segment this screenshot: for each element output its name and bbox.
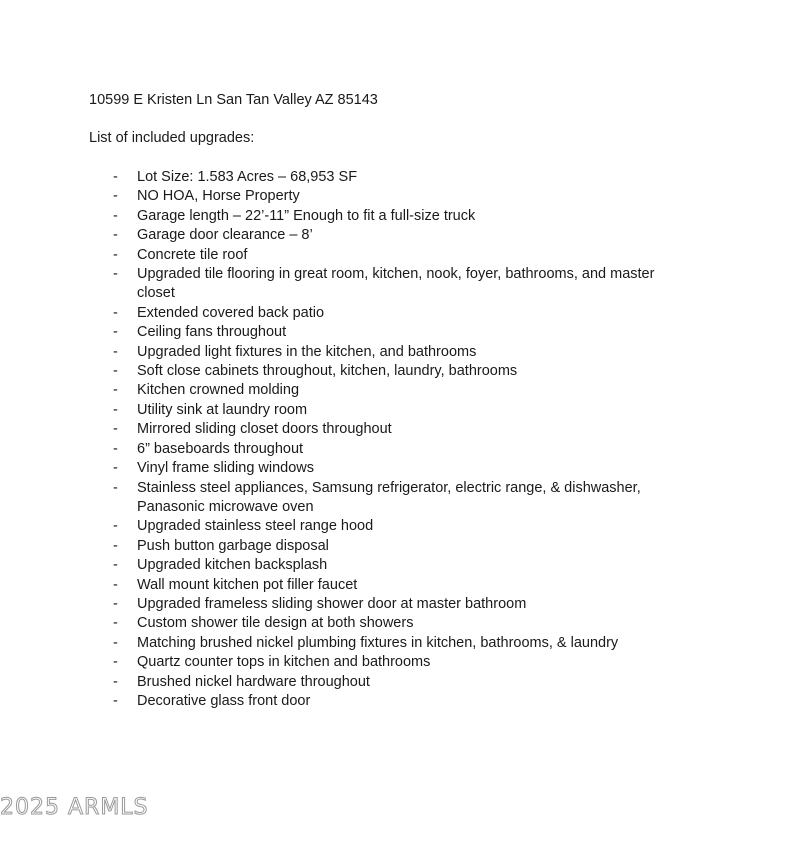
list-item-text: Stainless steel appliances, Samsung refrigerator, electric range, & dishwasher, Panasonic microwave oven	[137, 479, 641, 515]
bullet-dash: -	[113, 615, 118, 632]
list-item-text: Concrete tile roof	[137, 246, 248, 263]
list-item-text: Brushed nickel hardware throughout	[137, 673, 370, 690]
list-item	[0, 653, 692, 672]
upgrades-heading: List of included upgrades:	[89, 130, 255, 146]
list-item	[0, 304, 692, 323]
list-item	[0, 226, 692, 245]
bullet-dash: -	[113, 304, 118, 321]
bullet-dash: -	[113, 537, 118, 554]
list-item-text: Decorative glass front door	[137, 692, 311, 709]
bullet-dash: -	[113, 207, 118, 224]
bullet-dash: -	[113, 460, 118, 477]
list-item-text: Soft close cabinets throughout, kitchen, laundry, bathrooms	[137, 363, 518, 380]
list-item-text: Upgraded stainless steel range hood	[137, 518, 374, 535]
bullet-dash: -	[113, 266, 118, 283]
bullet-dash: -	[113, 363, 118, 380]
list-item	[0, 381, 692, 400]
bullet-dash: -	[113, 673, 118, 690]
list-item	[0, 517, 692, 536]
list-item	[0, 246, 692, 265]
bullet-dash: -	[113, 479, 118, 496]
list-item-text: Quartz counter tops in kitchen and bathrooms	[137, 654, 431, 671]
armls-watermark: 2025 ARMLS	[0, 795, 149, 820]
list-item-text: 6” baseboards throughout	[137, 440, 304, 457]
bullet-dash: -	[113, 692, 118, 709]
list-item	[0, 265, 692, 304]
list-item-text: NO HOA, Horse Property	[137, 188, 300, 205]
list-item	[0, 595, 692, 614]
list-item-text: Matching brushed nickel plumbing fixtures in kitchen, bathrooms, & laundry	[137, 634, 619, 651]
bullet-dash: -	[113, 227, 118, 244]
bullet-dash: -	[113, 246, 118, 263]
list-item-text: Kitchen crowned molding	[137, 382, 300, 399]
list-item	[0, 634, 692, 653]
bullet-dash: -	[113, 324, 118, 341]
list-item-text: Vinyl frame sliding windows	[137, 460, 315, 477]
bullet-dash: -	[113, 169, 118, 185]
list-item-text: Wall mount kitchen pot filler faucet	[137, 576, 358, 593]
list-item	[0, 323, 692, 342]
list-item	[0, 401, 692, 420]
bullet-dash: -	[113, 401, 118, 418]
list-item-text: Lot Size: 1.583 Acres – 68,953 SF	[137, 169, 358, 185]
list-item	[0, 362, 692, 381]
list-item	[0, 459, 692, 478]
bullet-dash: -	[113, 595, 118, 612]
list-item	[0, 420, 692, 439]
bullet-dash: -	[113, 634, 118, 651]
list-item	[0, 479, 692, 518]
bullet-dash: -	[113, 654, 118, 671]
bullet-dash: -	[113, 440, 118, 457]
list-item	[0, 207, 692, 226]
list-item	[0, 168, 692, 187]
bullet-dash: -	[113, 518, 118, 535]
list-item	[0, 187, 692, 206]
list-item	[0, 576, 692, 595]
bullet-dash: -	[113, 188, 118, 205]
list-item-text: Garage door clearance – 8’	[137, 227, 313, 244]
upgrades-list	[0, 168, 800, 711]
bullet-dash: -	[113, 576, 118, 593]
list-item-text: Upgraded frameless sliding shower door at master bathroom	[137, 595, 527, 612]
list-item-text: Push button garbage disposal	[137, 537, 329, 554]
bullet-dash: -	[113, 343, 118, 360]
list-item-text: Upgraded light fixtures in the kitchen, and bathrooms	[137, 343, 477, 360]
list-item-text: Garage length – 22’-11” Enough to fit a full-size truck	[137, 207, 476, 224]
list-item-text: Ceiling fans throughout	[137, 324, 287, 341]
list-item	[0, 692, 692, 711]
list-item	[0, 556, 692, 575]
list-item-text: Mirrored sliding closet doors throughout	[137, 421, 392, 438]
list-item-text: Extended covered back patio	[137, 304, 325, 321]
bullet-dash: -	[113, 557, 118, 574]
list-item-text: Upgraded kitchen backsplash	[137, 557, 328, 574]
list-item	[0, 673, 692, 692]
list-item	[0, 440, 692, 459]
list-item	[0, 343, 692, 362]
list-item	[0, 537, 692, 556]
bullet-dash: -	[113, 382, 118, 399]
list-item-text: Upgraded tile flooring in great room, kitchen, nook, foyer, bathrooms, and master closet	[137, 266, 655, 302]
bullet-dash: -	[113, 421, 118, 438]
list-item-text: Custom shower tile design at both showers	[137, 615, 414, 632]
list-item-text: Utility sink at laundry room	[137, 401, 308, 418]
list-item	[0, 614, 692, 633]
property-address: 10599 E Kristen Ln San Tan Valley AZ 85143	[89, 92, 378, 108]
